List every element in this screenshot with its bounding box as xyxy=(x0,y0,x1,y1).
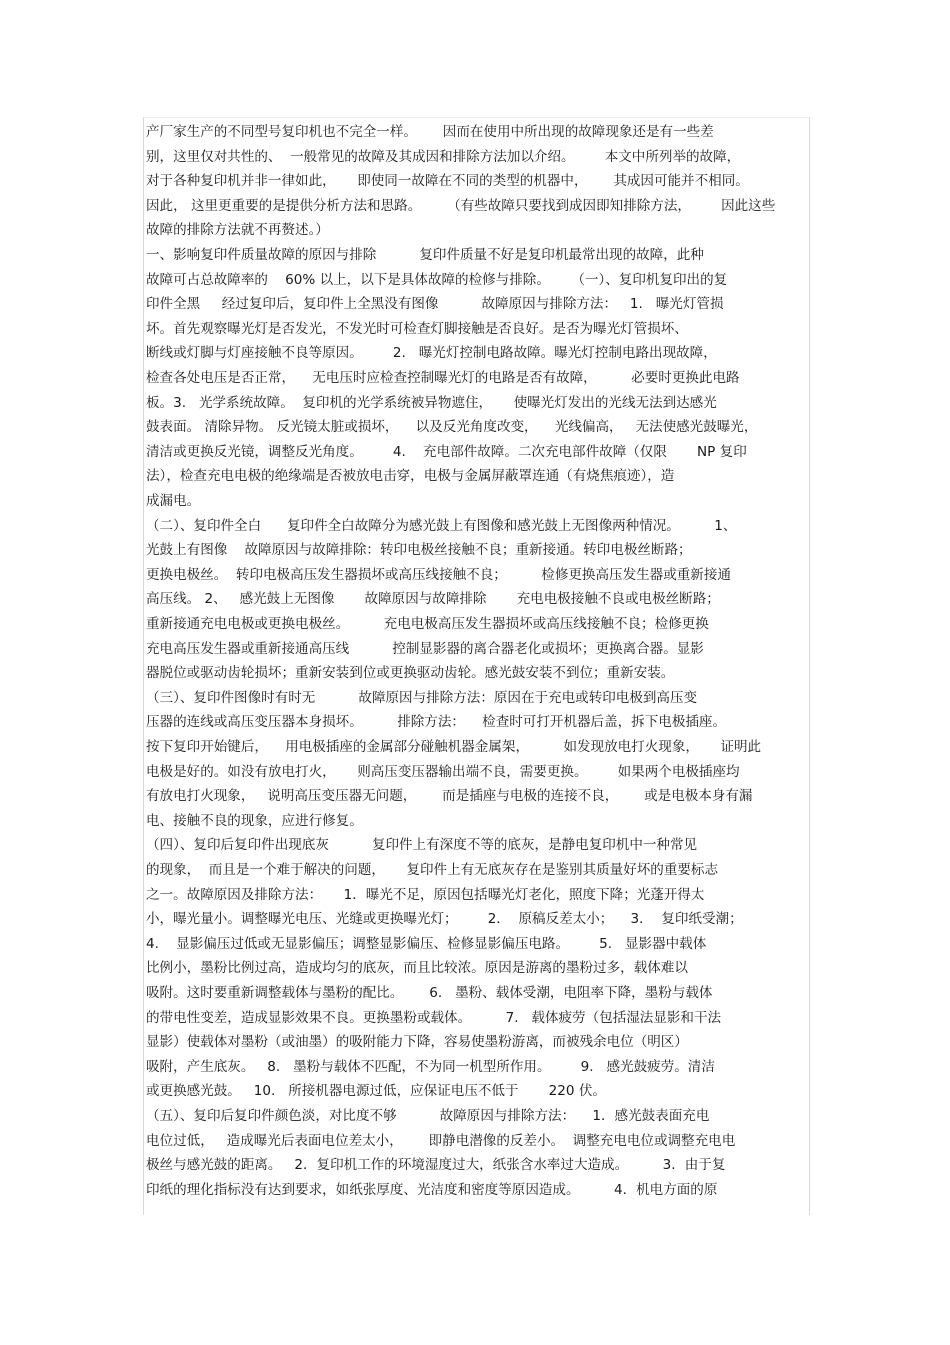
text-line: 更换电极丝。 转印电极高压发生器损坏或高压线接触不良； 检修更换高压发生器或重新接通 xyxy=(146,566,731,583)
text-line: 别，这里仅对共性的、 一般常见的故障及其成因和排除方法加以介绍。 本文中所列举的故障， xyxy=(146,148,741,165)
text-line: 显影）使载体对墨粉（或油墨）的吸附能力下降，容易使墨粉游离，而被残余电位（明区） xyxy=(146,1034,688,1051)
text-line: 坏。首先观察曝光灯是否发光，不发光时可检查灯脚接触是否良好。是否为曝光灯管损坏、 xyxy=(146,320,688,337)
text-line: 的现象， 而且是一个难于解决的问题， 复印件上有无底灰存在是鉴别其质量好坏的重要标志 xyxy=(146,862,719,878)
text-line: 或更换感光鼓。 10. 所接机器电源过低，应保证电压不低于 220 伏。 xyxy=(146,1083,606,1100)
text-line: 极丝与感光鼓的距离。 2．复印机工作的环境湿度过大，纸张含水率过大造成。 3．由于复 xyxy=(146,1157,726,1174)
text-line: 一、影响复印件质量故障的原因与排除 复印件质量不好是复印机最常出现的故障，此种 xyxy=(146,247,704,263)
text-line: 板。3. 光学系统故障。 复印机的光学系统被异物遮住， 使曝光灯发出的光线无法到达感光 xyxy=(146,394,717,411)
text-line: 压器的连线或高压变压器本身损坏。 排除方法： 检查时可打开机器后盖，拆下电极插座。 xyxy=(146,714,727,731)
text-line: 高压线。 2、 感光鼓上无图像 故障原因与故障排除 充电电极接触不良或电极丝断路； xyxy=(146,591,720,608)
text-line: 印纸的理化指标没有达到要求，如纸张厚度、光洁度和密度等原因造成。 4．机电方面的原 xyxy=(146,1181,718,1198)
text-line: 法），检查充电电极的绝缘端是否被放电击穿，电极与金属屏蔽罩连通（有烧焦痕迹），造 xyxy=(146,468,675,485)
text-line: 按下复印开始键后， 用电极插座的金属部分碰触机器金属架， 如发现放电打火现象， 证明此 xyxy=(146,739,762,755)
text-line: 鼓表面。 清除异物。 反光镜太脏或损坏， 以及反光角度改变， 光线偏高， 无法使感光鼓曝光， xyxy=(146,419,758,436)
text-line: 器脱位或驱动齿轮损坏；重新安装到位或更换驱动齿轮。感光鼓安装不到位；重新安装。 xyxy=(146,665,675,682)
text-line: （五）、复印后复印件颜色淡，对比度不够 故障原因与排除方法： 1．感光鼓表面充电 xyxy=(146,1108,710,1124)
text-line: 的带电性变差，造成显影效果不良。更换墨粉或载体。 7. 载体疲劳（包括湿法显影和干法 xyxy=(146,1009,722,1026)
text-line: 光鼓上有图像 故障原因与故障排除：转印电极丝接触不良；重新接通。转印电极丝断路； xyxy=(146,542,692,559)
text-line: 小，曝光量小。调整曝光电压、光缝或更换曝光灯； 2． 原稿反差太小； 3． 复印纸受潮； xyxy=(146,911,743,928)
text-line: （二）、复印件全白 复印件全白故障分为感光鼓上有图像和感光鼓上无图像两种情况。 1、 xyxy=(146,517,737,534)
text-line: 有放电打火现象， 说明高压变压器无问题， 而是插座与电极的连接不良， 或是电极本身有漏 xyxy=(146,788,753,805)
text-line: 检查各处电压是否正常， 无电压时应检查控制曝光灯的电路是否有故障， 必要时更换此电路 xyxy=(146,370,740,386)
text-line: 吸附。这时要重新调整载体与墨粉的配比。 6. 墨粉、载体受潮，电阻率下降，墨粉与载体 xyxy=(146,985,713,1001)
body-text xyxy=(143,117,810,1215)
text-line: 产厂家生产的不同型号复印机也不完全一样。 因而在使用中所出现的故障现象还是有一些差 xyxy=(146,124,714,140)
text-line: 电、接触不良的现象，应进行修复。 xyxy=(146,812,363,829)
text-line: 故障可占总故障率的 60% 以上，以下是具体故障的检修与排除。 （一）、复印机复印出的复 xyxy=(146,271,728,288)
text-line: 故障的排除方法就不再赘述。） xyxy=(146,222,329,239)
text-line: （三）、复印件图像时有时无 故障原因与排除方法：原因在于充电或转印电极到高压变 xyxy=(146,689,698,706)
text-line: 断线或灯脚与灯座接触不良等原因。 2. 曝光灯控制电路故障。曝光灯控制电路出现故障， xyxy=(146,345,717,362)
text-line: （四）、复印后复印件出现底灰 复印件上有深度不等的底灰，是静电复印机中一种常见 xyxy=(146,837,698,854)
text-line: 吸附，产生底灰。 8. 墨粉与载体不匹配，不为同一机型所作用。 9. 感光鼓疲劳。清洁 xyxy=(146,1058,715,1075)
text-line: 清洁或更换反光镜，调整反光角度。 4. 充电部件故障。二次充电部件故障（仅限 NP 复印 xyxy=(146,443,747,460)
text-line: 因此， 这里更重要的是提供分析方法和思路。 （有些故障只要找到成因即知排除方法， 因此这些 xyxy=(146,197,776,214)
text-line: 充电高压发生器或重新接通高压线 控制显影器的离合器老化或损坏；更换离合器。显影 xyxy=(146,640,704,657)
text-line: 电极是好的。如没有放电打火， 则高压变压器输出端不良，需要更换。 如果两个电极插座均 xyxy=(146,763,740,780)
text-line: 重新接通充电电极或更换电极丝。 充电电极高压发生器损坏或高压线接触不良；检修更换 xyxy=(146,616,709,632)
text-line: 印件全黑 经过复印后，复印件上全黑没有图像 故障原因与排除方法： 1. 曝光灯管损 xyxy=(146,296,724,313)
text-line: 对于各种复印机并非一律如此， 即使同一故障在不同的类型的机器中， 其成因可能并不相同。 xyxy=(146,173,749,190)
text-line: 4. 显影偏压过低或无显影偏压；调整显影偏压、检修显影偏压电路。 5. 显影器中载体 xyxy=(146,935,707,952)
text-line: 之一。故障原因及排除方法： 1．曝光不足，原因包括曝光灯老化，照度下降；光蓬开得太 xyxy=(146,886,705,903)
text-line: 比例小，墨粉比例过高，造成均匀的底灰，而且比较浓。原因是游离的墨粉过多，载体难以 xyxy=(146,960,688,977)
text-line: 成漏电。 xyxy=(146,493,201,509)
text-line: 电位过低， 造成曝光后表面电位差太小， 即静电潜像的反差小。 调整充电电位或调整充电电 xyxy=(146,1132,736,1149)
